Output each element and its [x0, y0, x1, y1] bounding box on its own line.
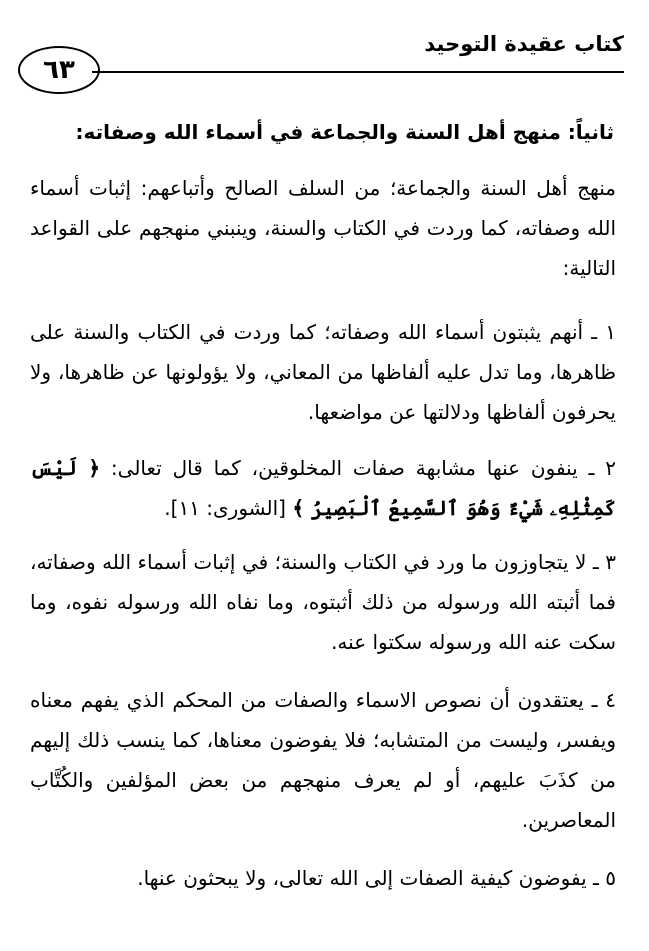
book-title: كتاب عقيدة التوحيد	[424, 32, 624, 56]
rule-3: ٣ ـ لا يتجاوزون ما ورد في الكتاب والسنة؛ في إثبات أسماء الله وصفاته، فما أثبته الله ورسوله من ذلك أثبتوه، وما نفاه الله ورسوله نفوه، وما سكت عنه الله ورسوله سكتوا عنه.	[30, 550, 616, 654]
verse-citation: [الشورى: ١١].	[164, 496, 293, 520]
rule-1: ١ ـ أنهم يثبتون أسماء الله وصفاته؛ كما وردت في الكتاب والسنة على ظاهرها، وما تدل عليه ألفاظها من المعاني، ولا يؤولونها عن ظاهرها، ولا يحرفون ألفاظها ودلالتها عن مواضعها.	[30, 320, 616, 424]
rule-4: ٤ ـ يعتقدون أن نصوص الاسماء والصفات من المحكم الذي يفهم معناه ويفسر، وليست من المتشابه؛ فلا يفوضون معناها، كما ينسب ذلك إليهم من كذَبَ عليهم، أو لم يعرف منهجهم من بعض المؤلفين والكُتَّاب المعاصرين.	[30, 688, 616, 832]
page-body	[30, 112, 616, 898]
page-header	[18, 30, 624, 94]
rule-2-text: ٢ ـ ينفون عنها مشابهة صفات المخلوقين، كما قال تعالى:	[100, 456, 616, 480]
rule-5: ٥ ـ يفوضون كيفية الصفات إلى الله تعالى، ولا يبحثون عنها.	[137, 866, 616, 890]
section-heading: ثانياً: منهج أهل السنة والجماعة في أسماء الله وصفاته:	[75, 120, 614, 144]
header-rule	[92, 71, 624, 73]
page-number: ٦٣	[18, 46, 100, 94]
rule-2	[30, 448, 616, 528]
quran-verse: ﴿ لَيْسَ كَمِثْلِهِۦ شَيْءٌ وَهُوَ ٱلسَّمِيعُ ٱلْبَصِيرُ ﴾	[30, 456, 616, 520]
intro-paragraph: منهج أهل السنة والجماعة؛ من السلف الصالح وأتباعهم: إثبات أسماء الله وصفاته، كما وردت في الكتاب والسنة، وينبني منهجهم على القواعد التالية:	[30, 176, 616, 280]
